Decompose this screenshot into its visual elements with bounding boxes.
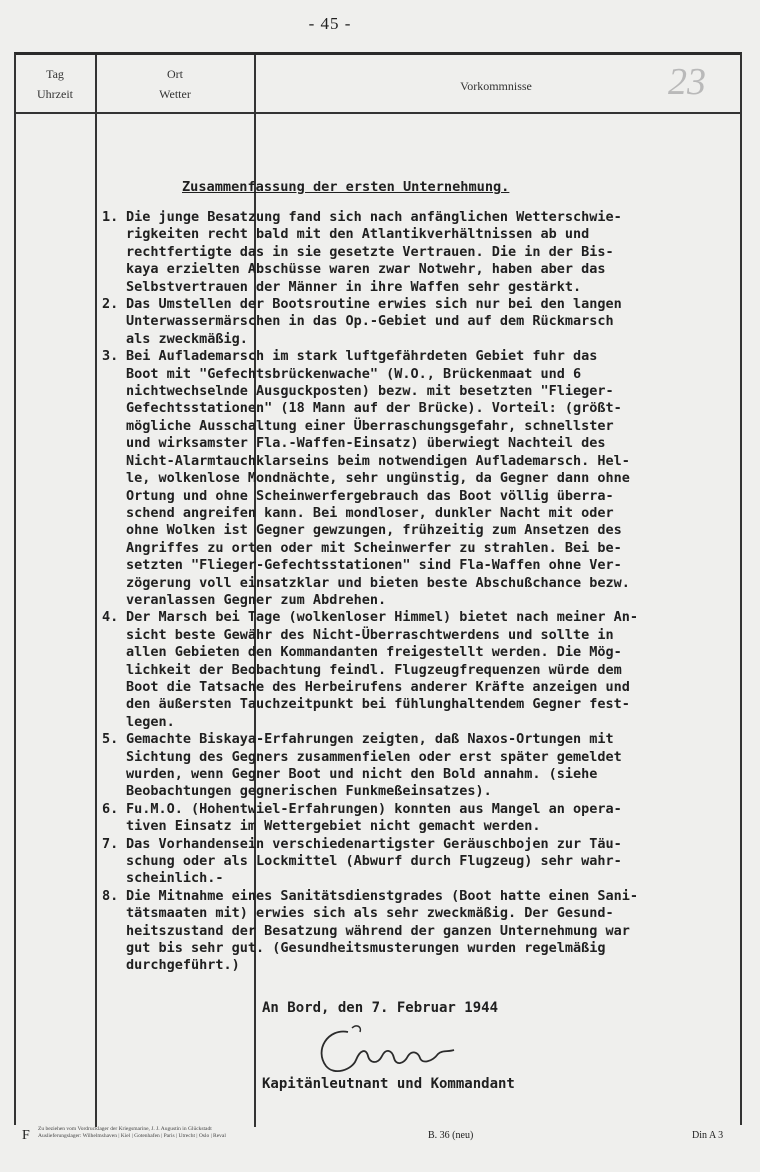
page-number: - 45 -: [308, 14, 352, 33]
list-item: [102, 836, 752, 888]
column-header-day-time: Tag Uhrzeit: [37, 67, 73, 101]
summary-items-list: [102, 209, 752, 975]
item-text: Das Umstellen der Bootsroutine erwies sich nur bei den langen Unterwassermärschen in das Op.-Gebiet und auf dem Rückmarsch als zweckmäßig.: [126, 296, 622, 347]
item-number: 1.: [102, 209, 119, 225]
item-number: 7.: [102, 835, 119, 852]
item-number: 6.: [102, 800, 119, 817]
item-number: 4.: [102, 609, 119, 626]
list-item: [102, 609, 752, 731]
summary-title: Zusammenfassung der ersten Unternehmung.: [182, 179, 510, 195]
list-item: [102, 731, 752, 801]
item-number: 5.: [102, 731, 119, 748]
item-number: 8.: [102, 887, 119, 904]
item-text: Bei Auflademarsch im stark luftgefährdeten Gebiet fuhr das Boot mit "Gefechtsbrückenwache" (W.O., Brückenmaat und 6 nichtwechselnde Ausguckposten) bezw. mit besetzten "Flieger- Gefechtsstationen" (18 Mann auf der Brücke). Vorteil: (größt- mögliche Ausschaltung einer Überraschungsgefahr, schnellster und wirksamster Fla.-Waffen-Einsatz) überwiegt Nachteil des Nicht-Alarmtauchklarseins beim notwendigen Auflademarsch. Hel- le, wolkenlose Mondnächte, sehr ungünstig, da Gegner dann ohne Ortung und ohne Scheinwerfergebrauch das Boot völlig überra- schend angreifen kann. Bei mondloser, dunkler Nacht mit oder ohne Wolken ist Gegner gewzungen, frühzeitig zum Ansetzen des Angriffes zu orten oder mit Scheinwerfer zu strahlen. Bei be- setzten "Flieger-Gefechtsstationen" sind Fla-Waffen ohne Ver- zögerung voll einsatzklar und bieten beste Abschußchance bezw. veranlassen Gegner zum Abdrehen.: [126, 348, 630, 608]
footer-small-print: Zu beziehen vom Vordrucklager der Kriegsmarine, J. J. Augustin in Glückstadt Auslieferungslager: Wilhelmshaven | Kiel | Gotenhafen | Paris | Utrecht | Oslo | Reval: [38, 1126, 226, 1139]
column-header-place-weather: Ort Wetter: [159, 67, 191, 101]
item-number: 3.: [102, 348, 119, 365]
list-item: [102, 348, 752, 609]
footer-form-number: B. 36 (neu): [428, 1130, 474, 1141]
item-text: Das Vorhandensein verschiedenartigster Geräuschbojen zur Täu- schung oder als Lockmittel (Abwurf durch Flugzeug) sehr wahr- scheinlich.-: [126, 835, 622, 887]
signature-icon: [308, 1020, 468, 1080]
list-item: [102, 296, 752, 348]
signoff-place-date: An Bord, den 7. Februar 1944: [262, 1000, 499, 1016]
header-divider: [14, 112, 740, 114]
item-text: Die junge Besatzung fand sich nach anfänglichen Wetterschwie- rigkeiten recht bald mit den Atlantikverhältnissen ab und rechtfertigte das in sie gesetzte Vertrauen. Die in der Bis- kaya erzielten Abschüsse waren zwar Notwehr, haben aber das Selbstvertrauen der Männer in ihre Waffen sehr gestärkt.: [126, 209, 622, 295]
item-text: Gemachte Biskaya-Erfahrungen zeigten, daß Naxos-Ortungen mit Sichtung des Gegners zusammenfielen oder erst später gemeldet wurden, wenn Gegner Boot und nicht den Bold annahm. (siehe Beobachtungen gegnerischen Funkmeßeinsatzes).: [126, 731, 622, 800]
column-header-incidents: Vorkommnisse: [460, 79, 532, 93]
pencil-page-mark: 23: [668, 61, 706, 103]
item-number: 2.: [102, 296, 119, 313]
signoff-title: Kapitänleutnant und Kommandant: [262, 1076, 515, 1092]
item-text: Die Mitnahme eines Sanitätsdienstgrades (Boot hatte einen Sani- tätsmaaten mit) erwies sich als sehr zweckmäßig. Der Gesund- heitszustand der Besatzung während der ganzen Unternehmung war gut bis sehr gut. (Gesundheitsmusterungen wurden regelmäßig durchgeführt.): [126, 887, 639, 974]
item-text: Fu.M.O. (Hohentwiel-Erfahrungen) konnten aus Mangel an opera- tiven Einsatz im Wettergebiet nicht gemacht werden.: [126, 800, 622, 835]
list-item: [102, 801, 752, 836]
column-divider-1: [95, 55, 97, 1127]
list-item: [102, 888, 752, 975]
footer-paper-size: Din A 3: [692, 1130, 724, 1141]
item-text: Der Marsch bei Tage (wolkenloser Himmel) bietet nach meiner An- sicht beste Gewähr des Nicht-Überraschtwerdens und sollte in allen Gebieten den Kommandanten freigestellt werden. Die Mög- lichkeit der Beobachtung feindl. Flugzeugfrequenzen würde dem Boot die Tatsache des Herbeirufens anderer Kräfte anzeigen und den äußersten Tauchzeitpunkt bei fühlunghaltendem Gegner fest- legen.: [126, 609, 639, 730]
list-item: [102, 209, 752, 296]
footer-letter: F: [22, 1128, 30, 1143]
